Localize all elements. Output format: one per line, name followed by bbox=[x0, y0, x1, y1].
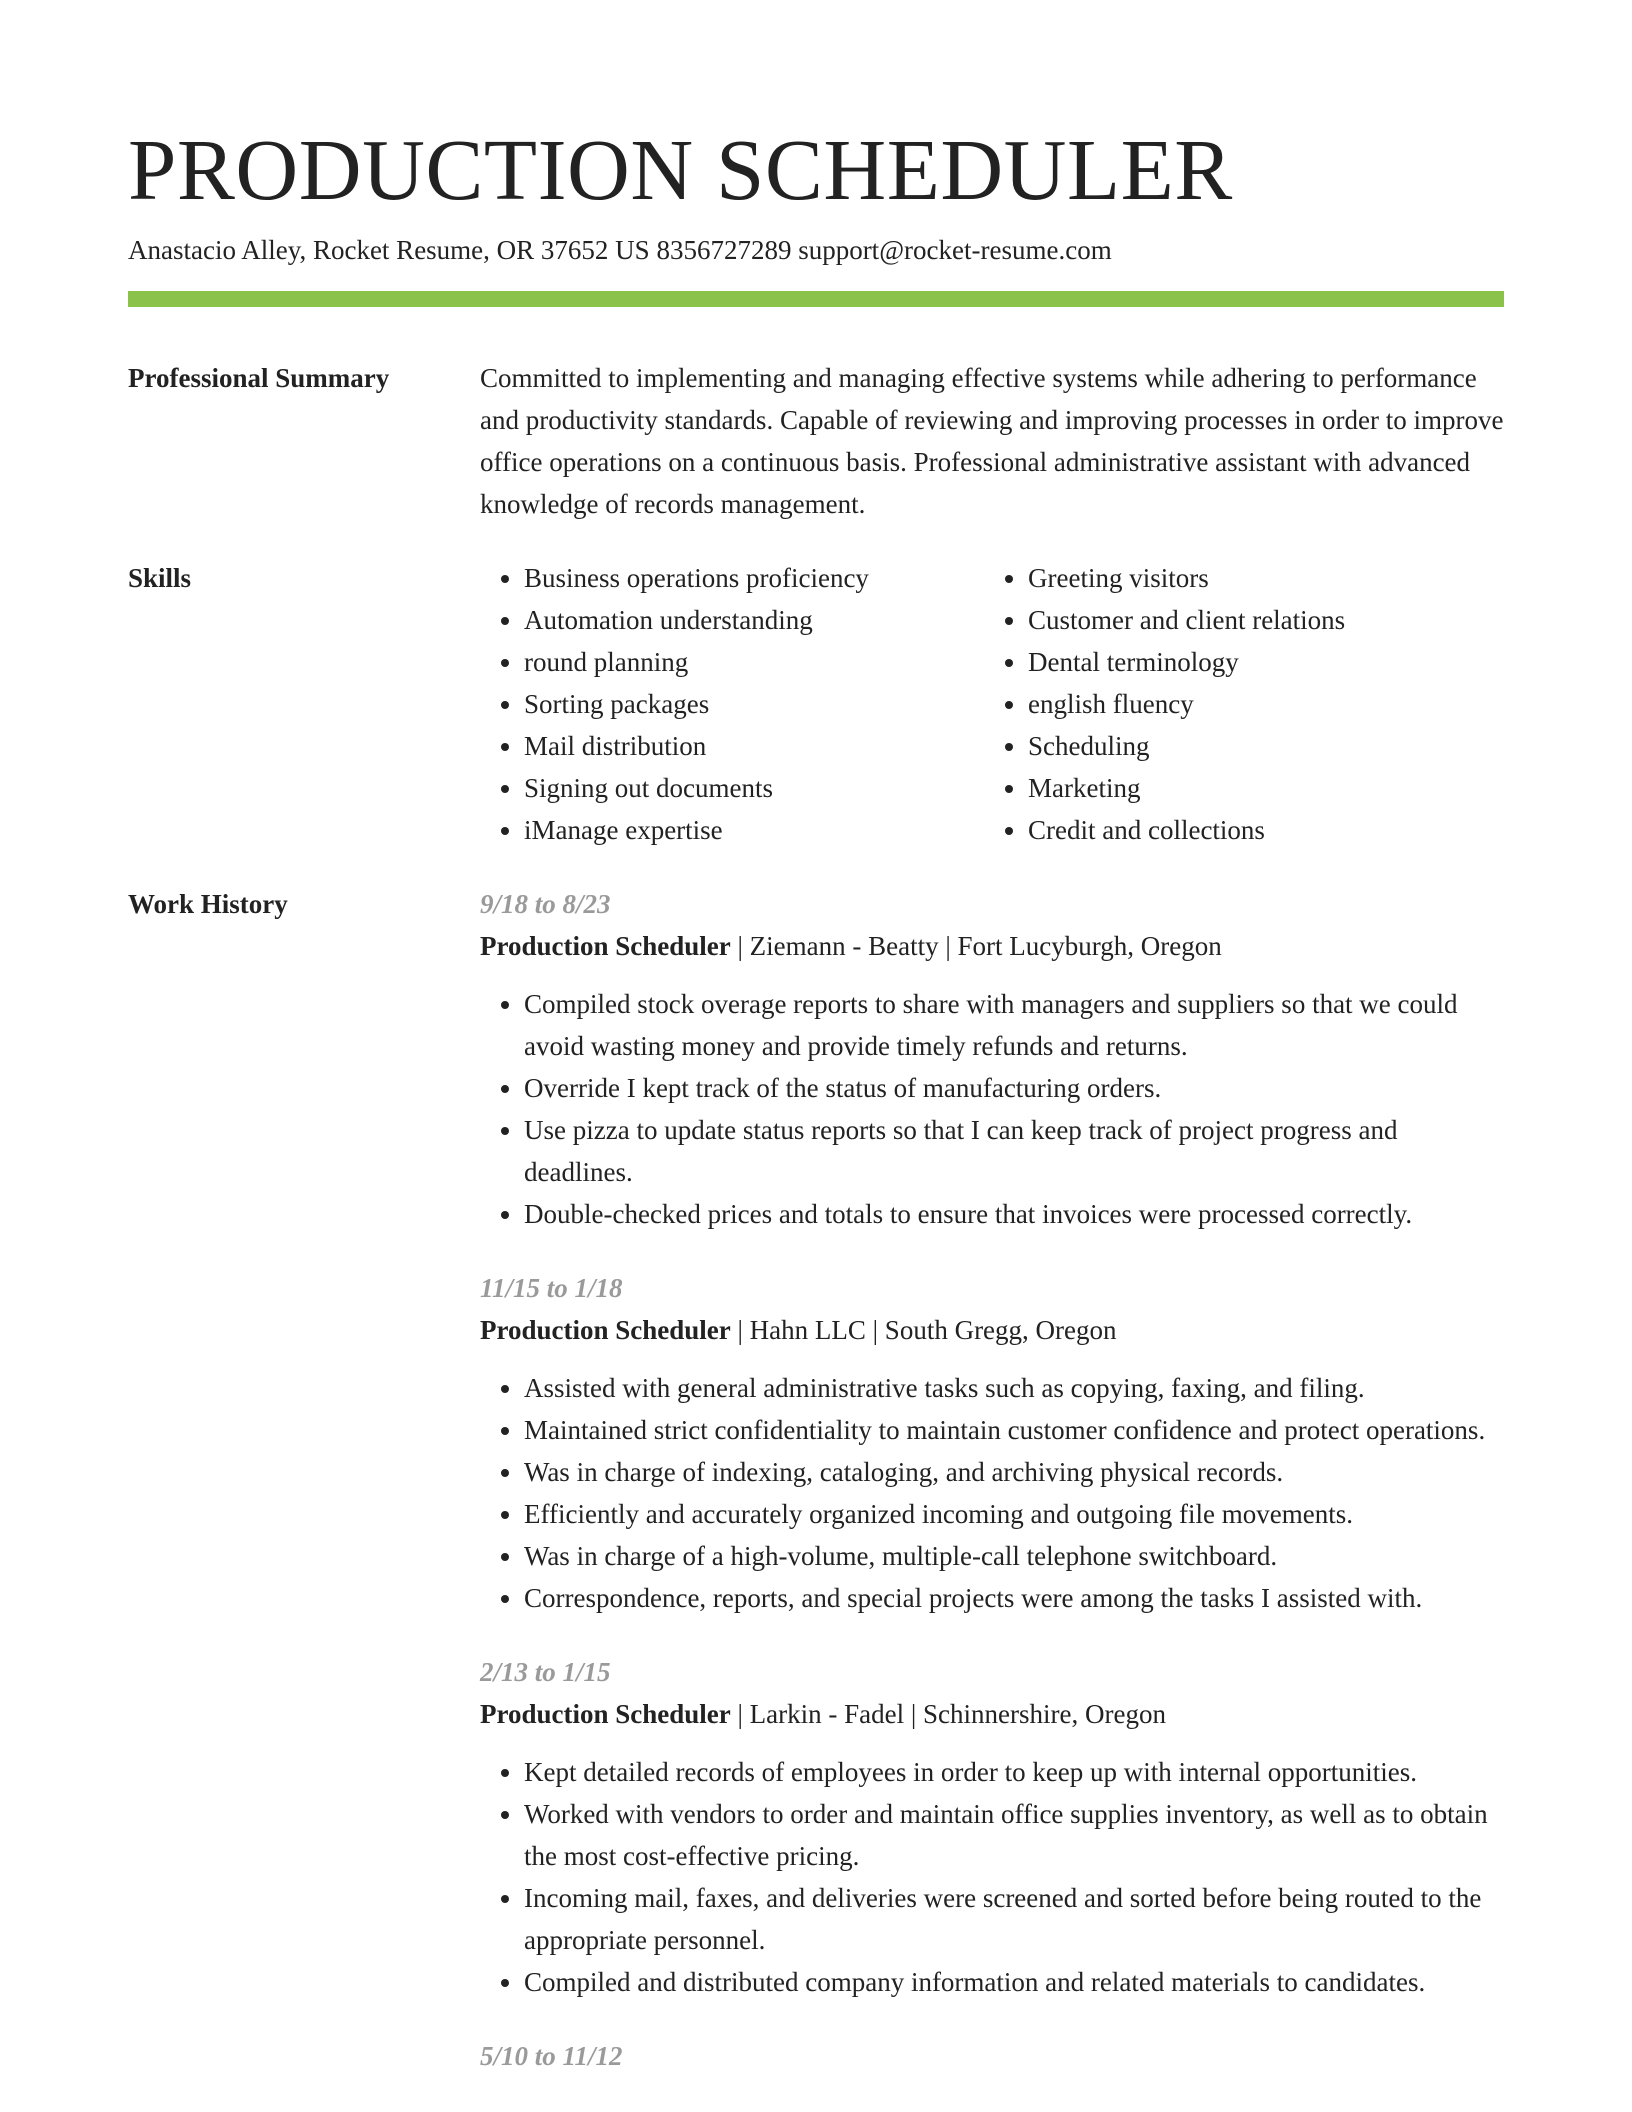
skill-item: • english fluency bbox=[1028, 683, 1488, 725]
job-details: | Ziemann - Beatty | Fort Lucyburgh, Oregon bbox=[730, 931, 1222, 961]
skill-item: • Credit and collections bbox=[1028, 809, 1488, 851]
skills-heading: Skills bbox=[128, 563, 192, 593]
job-duties bbox=[480, 983, 1504, 1235]
job-details: | Hahn LLC | South Gregg, Oregon bbox=[730, 1315, 1117, 1345]
job-entry bbox=[480, 2035, 1504, 2077]
job-entry bbox=[480, 1651, 1504, 2003]
skill-item: • Automation understanding bbox=[524, 599, 984, 641]
skill-item: • Signing out documents bbox=[524, 767, 984, 809]
job-entry bbox=[480, 1267, 1504, 1619]
duty-item: • Maintained strict confidentiality to maintain customer confidence and protect operations. bbox=[524, 1409, 1504, 1451]
resume-page bbox=[128, 120, 1504, 2109]
duty-item: • Kept detailed records of employees in order to keep up with internal opportunities. bbox=[524, 1751, 1504, 1793]
summary-text: Committed to implementing and managing effective systems while adhering to performance and productivity standards. Capable of reviewing and improving processes in order to improve office operations on a continuous basis. Professional administrative assistant with advanced knowledge of records management. bbox=[480, 363, 1504, 519]
job-details: | Larkin - Fadel | Schinnershire, Oregon bbox=[730, 1699, 1166, 1729]
skills-section bbox=[128, 557, 1504, 851]
contact-line: Anastacio Alley, Rocket Resume, OR 37652 US 8356727289 support@rocket-resume.com bbox=[128, 235, 1112, 265]
job-dates: 2/13 to 1/15 bbox=[480, 1657, 611, 1687]
duty-item: • Override I kept track of the status of manufacturing orders. bbox=[524, 1067, 1504, 1109]
duty-item: • Use pizza to update status reports so that I can keep track of project progress and deadlines. bbox=[524, 1109, 1504, 1193]
duty-item: • Double-checked prices and totals to ensure that invoices were processed correctly. bbox=[524, 1193, 1504, 1235]
duty-item: • Was in charge of indexing, cataloging, and archiving physical records. bbox=[524, 1451, 1504, 1493]
skill-item: • Marketing bbox=[1028, 767, 1488, 809]
skill-item: • Business operations proficiency bbox=[524, 557, 984, 599]
skill-item: • Scheduling bbox=[1028, 725, 1488, 767]
work-history-section bbox=[128, 883, 1504, 2109]
job-dates: 5/10 to 11/12 bbox=[480, 2041, 623, 2071]
duty-item: • Was in charge of a high-volume, multiple-call telephone switchboard. bbox=[524, 1535, 1504, 1577]
job-title-line bbox=[480, 1693, 1504, 1735]
summary-section bbox=[128, 357, 1504, 525]
job-title-line bbox=[480, 1309, 1504, 1351]
job-duties bbox=[480, 1751, 1504, 2003]
work-history-list bbox=[480, 883, 1504, 2109]
job-title: Production Scheduler bbox=[480, 1699, 731, 1729]
duty-item: • Assisted with general administrative tasks such as copying, faxing, and filing. bbox=[524, 1367, 1504, 1409]
skills-list-left bbox=[480, 557, 984, 851]
skill-item: • Dental terminology bbox=[1028, 641, 1488, 683]
resume-title: PRODUCTION SCHEDULER bbox=[128, 121, 1233, 218]
job-dates: 9/18 to 8/23 bbox=[480, 889, 611, 919]
job-title: Production Scheduler bbox=[480, 931, 731, 961]
job-title: Production Scheduler bbox=[480, 1315, 731, 1345]
summary-heading: Professional Summary bbox=[128, 363, 390, 393]
skills-columns bbox=[480, 557, 1504, 851]
skill-item: • Mail distribution bbox=[524, 725, 984, 767]
work-history-heading: Work History bbox=[128, 889, 288, 919]
duty-item: • Worked with vendors to order and maintain office supplies inventory, as well as to obtain the most cost-effective pricing. bbox=[524, 1793, 1504, 1877]
duty-item: • Compiled and distributed company information and related materials to candidates. bbox=[524, 1961, 1504, 2003]
job-entry bbox=[480, 883, 1504, 1235]
job-dates: 11/15 to 1/18 bbox=[480, 1273, 623, 1303]
skill-item: • Greeting visitors bbox=[1028, 557, 1488, 599]
duty-item: • Efficiently and accurately organized incoming and outgoing file movements. bbox=[524, 1493, 1504, 1535]
skill-item: • Customer and client relations bbox=[1028, 599, 1488, 641]
skill-item: • round planning bbox=[524, 641, 984, 683]
header-divider bbox=[128, 291, 1504, 307]
duty-item: • Compiled stock overage reports to share with managers and suppliers so that we could avoid wasting money and provide timely refunds and returns. bbox=[524, 983, 1504, 1067]
job-duties bbox=[480, 1367, 1504, 1619]
skill-item: • Sorting packages bbox=[524, 683, 984, 725]
skill-item: • iManage expertise bbox=[524, 809, 984, 851]
duty-item: • Correspondence, reports, and special projects were among the tasks I assisted with. bbox=[524, 1577, 1504, 1619]
duty-item: • Incoming mail, faxes, and deliveries were screened and sorted before being routed to the appropriate personnel. bbox=[524, 1877, 1504, 1961]
skills-list-right bbox=[984, 557, 1488, 851]
job-title-line bbox=[480, 925, 1504, 967]
